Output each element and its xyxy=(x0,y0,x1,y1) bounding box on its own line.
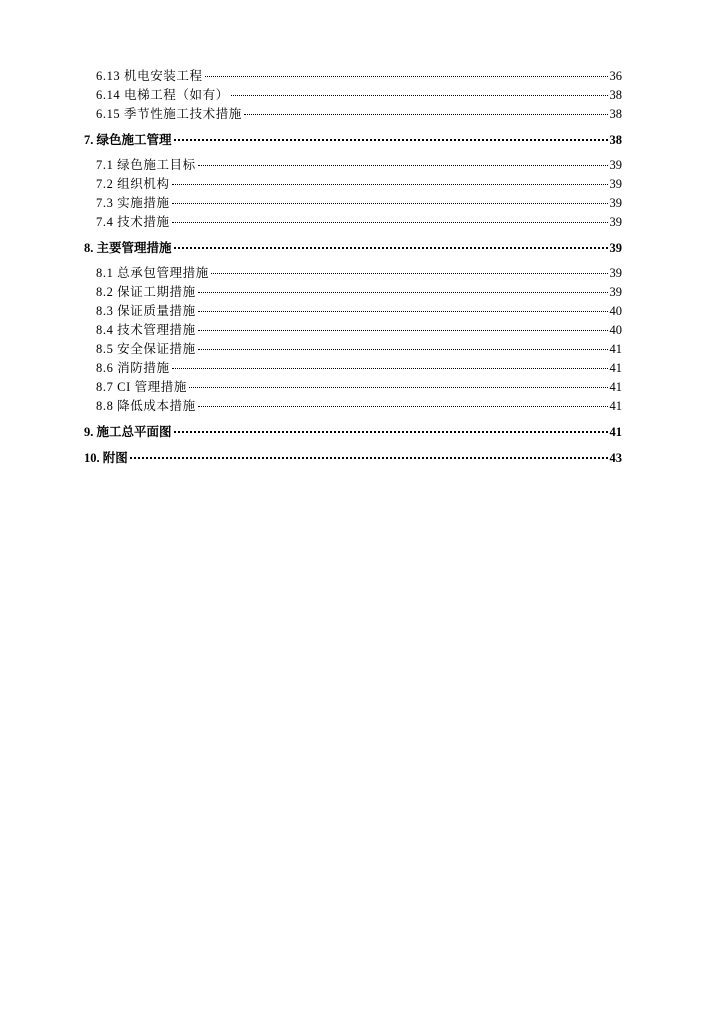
toc-entry-label: 8.5 安全保证措施 xyxy=(96,342,196,356)
toc-entry-8-5[interactable] xyxy=(84,340,622,359)
toc-page-number: 40 xyxy=(609,304,622,318)
toc-page-number: 41 xyxy=(609,425,622,439)
toc-dot-leader xyxy=(130,453,608,459)
toc-entry-8-8[interactable] xyxy=(84,397,622,416)
toc-dot-leader xyxy=(172,180,608,185)
toc-chapter-label: 7. 绿色施工管理 xyxy=(84,133,172,147)
toc-chapter-label: 8. 主要管理措施 xyxy=(84,241,172,255)
toc-entry-8-4[interactable] xyxy=(84,321,622,340)
toc-page-number: 41 xyxy=(609,342,622,356)
toc-dot-leader xyxy=(198,345,608,350)
toc-dot-leader xyxy=(198,326,608,331)
toc-page-number: 39 xyxy=(609,177,622,191)
toc-dot-leader xyxy=(198,307,608,312)
toc-page-number: 39 xyxy=(609,158,622,172)
toc-entry-label: 8.2 保证工期措施 xyxy=(96,285,196,299)
toc-chapter-label: 9. 施工总平面图 xyxy=(84,425,172,439)
toc-entry-7-2[interactable] xyxy=(84,175,622,194)
toc-dot-leader xyxy=(172,199,608,204)
toc-dot-leader xyxy=(198,288,608,293)
toc-entry-8-7[interactable] xyxy=(84,378,622,397)
toc-entry-label: 7.3 实施措施 xyxy=(96,196,170,210)
toc-entry-label: 6.15 季节性施工技术措施 xyxy=(96,107,242,121)
toc-entry-7-3[interactable] xyxy=(84,194,622,213)
toc-dot-leader xyxy=(189,383,608,388)
toc-page-number: 38 xyxy=(609,107,622,121)
toc-entry-label: 7.4 技术措施 xyxy=(96,215,170,229)
toc-dot-leader xyxy=(198,402,608,407)
toc-chapter-8[interactable] xyxy=(84,238,622,258)
toc-dot-leader xyxy=(172,218,608,223)
toc-entry-8-3[interactable] xyxy=(84,302,622,321)
toc-page-number: 39 xyxy=(609,266,622,280)
toc-page-number: 43 xyxy=(609,451,622,465)
toc-entry-label: 8.8 降低成本措施 xyxy=(96,399,196,413)
toc-entry-label: 6.13 机电安装工程 xyxy=(96,69,203,83)
toc-entry-6-15[interactable] xyxy=(84,105,622,124)
toc-page-number: 41 xyxy=(609,361,622,375)
toc-entry-label: 8.1 总承包管理措施 xyxy=(96,266,209,280)
toc-entry-6-13[interactable] xyxy=(84,67,622,86)
toc-dot-leader xyxy=(174,243,608,249)
toc-page-number: 39 xyxy=(609,215,622,229)
toc-entry-7-4[interactable] xyxy=(84,213,622,232)
toc-dot-leader xyxy=(172,364,608,369)
toc-page-number: 39 xyxy=(609,241,622,255)
toc-page-number: 41 xyxy=(609,399,622,413)
toc-page-number: 39 xyxy=(609,196,622,210)
toc-entry-label: 8.7 CI 管理措施 xyxy=(96,380,187,394)
table-of-contents xyxy=(84,67,622,474)
toc-entry-label: 6.14 电梯工程（如有） xyxy=(96,88,229,102)
toc-entry-label: 8.6 消防措施 xyxy=(96,361,170,375)
toc-page-number: 38 xyxy=(609,133,622,147)
toc-entry-label: 8.3 保证质量措施 xyxy=(96,304,196,318)
toc-entry-8-1[interactable] xyxy=(84,264,622,283)
toc-dot-leader xyxy=(198,161,608,166)
toc-entry-8-2[interactable] xyxy=(84,283,622,302)
toc-entry-6-14[interactable] xyxy=(84,86,622,105)
toc-entry-label: 8.4 技术管理措施 xyxy=(96,323,196,337)
toc-dot-leader xyxy=(211,269,608,274)
toc-chapter-label: 10. 附图 xyxy=(84,451,128,465)
toc-entry-7-1[interactable] xyxy=(84,156,622,175)
toc-chapter-7[interactable] xyxy=(84,130,622,150)
toc-page-number: 38 xyxy=(609,88,622,102)
toc-dot-leader xyxy=(174,427,608,433)
toc-page-number: 40 xyxy=(609,323,622,337)
toc-entry-label: 7.2 组织机构 xyxy=(96,177,170,191)
toc-entry-label: 7.1 绿色施工目标 xyxy=(96,158,196,172)
toc-page-number: 39 xyxy=(609,285,622,299)
toc-chapter-10[interactable] xyxy=(84,448,622,468)
toc-entry-8-6[interactable] xyxy=(84,359,622,378)
toc-chapter-9[interactable] xyxy=(84,422,622,442)
toc-page-number: 36 xyxy=(609,69,622,83)
toc-dot-leader xyxy=(231,91,608,96)
toc-dot-leader xyxy=(244,110,608,115)
toc-dot-leader xyxy=(205,72,608,77)
toc-page-number: 41 xyxy=(609,380,622,394)
toc-dot-leader xyxy=(174,135,608,141)
